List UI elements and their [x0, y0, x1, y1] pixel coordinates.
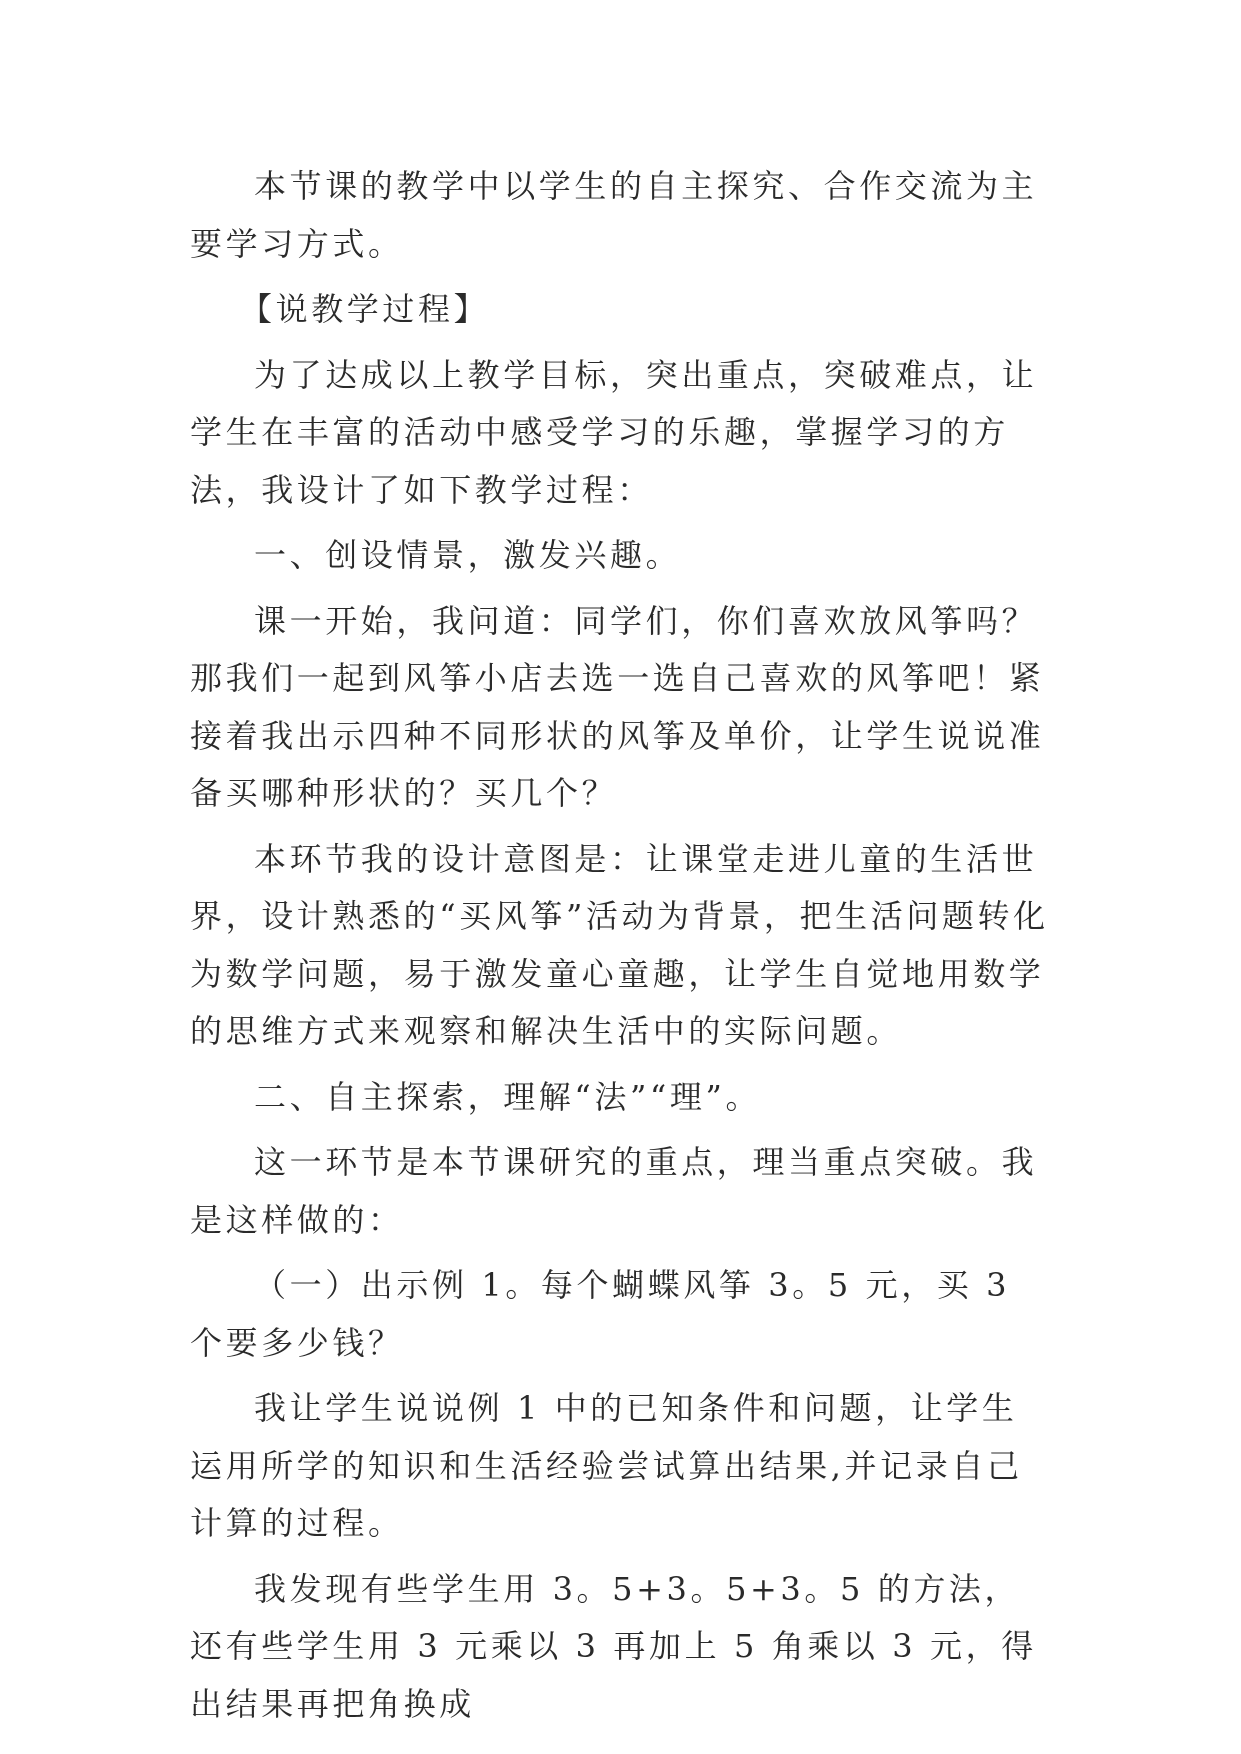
paragraph-learning-method: 本节课的教学中以学生的自主探究、合作交流为主要学习方式。	[190, 167, 1038, 263]
paragraph-example-1: （一）出示例 1。每个蝴蝶风筝 3。5 元，买 3 个要多少钱？	[190, 1266, 1011, 1362]
step-heading-1: 一、创设情景，激发兴趣。	[254, 536, 682, 574]
paragraph-process-intro: 为了达成以上教学目标，突出重点，突破难点，让学生在丰富的活动中感受学习的乐趣，掌握学习的方法，我设计了如下教学过程：	[190, 355, 1038, 509]
paragraph-student-attempt: 我让学生说说例 1 中的已知条件和问题，让学生运用所学的知识和生活经验尝试算出结果,并记录自己计算的过程。	[190, 1389, 1023, 1542]
paragraph-key-point: 这一环节是本节课研究的重点，理当重点突破。我是这样做的：	[190, 1143, 1038, 1239]
paragraph-design-intent: 本环节我的设计意图是：让课堂走进儿童的生活世界，设计熟悉的“买风筝”活动为背景，把生活问题转化为数学问题，易于激发童心童趣，让学生自觉地用数学的思维方式来观察和解决生活中的实际问题。	[190, 839, 1049, 1050]
section-heading-teaching-process: 【说教学过程】	[240, 290, 490, 328]
document-body	[190, 158, 1050, 1741]
paragraph-lesson-opening: 课一开始，我问道：同学们，你们喜欢放风筝吗？那我们一起到风筝小店去选一选自己喜欢的风筝吧！紧接着我出示四种不同形状的风筝及单价，让学生说说准备买哪种形状的？买几个？	[190, 601, 1045, 812]
paragraph-student-methods: 我发现有些学生用 3。5+3。5+3。5 的方法，还有些学生用 3 元乘以 3 再加上 5 角乘以 3 元，得出结果再把角换成	[190, 1569, 1037, 1723]
step-heading-2: 二、自主探索，理解“法”“理”。	[254, 1077, 762, 1116]
